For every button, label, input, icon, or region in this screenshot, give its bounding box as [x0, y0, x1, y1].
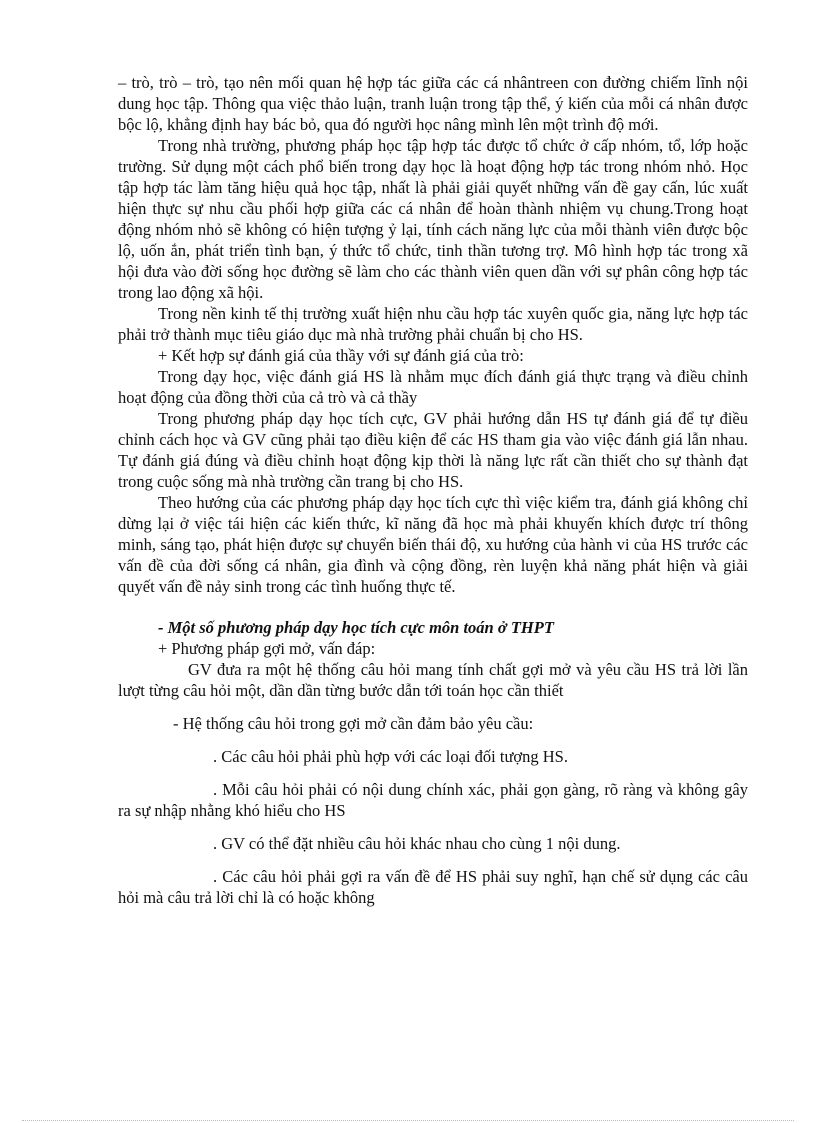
paragraph-school-cooperation: Trong nhà trường, phương pháp học tập hợp tác được tổ chức ở cấp nhóm, tổ, lớp hoặc trường. Sử dụng một cách phổ biến trong dạy học là hoạt động hợp tác trong nhóm nhỏ. Học tập hợp tác làm tăng hiệu quả học tập, nhất là phải giải quyết những vấn đề gay cấn, lúc xuất hiện thực sự nhu cầu phối hợp giữa các cá nhân để hoàn thành nhiệm vụ chung.Trong hoạt động nhóm nhỏ sẽ không có hiện tượng ỷ lại, tính cách năng lực của mỗi thành viên được bộc lộ, uốn ắn, phát triển tình bạn, ý thức tổ chức, tinh thần tương trợ. Mô hình hợp tác trong xã hội đưa vào đời sống học đường sẽ làm cho các thành viên quen dần với sự phân công hợp tác trong lao động xã hội. — [118, 136, 748, 302]
requirement-item: . Các câu hỏi phải phù hợp với các loại đối tượng HS. — [213, 747, 568, 766]
paragraph-assessment-direction: Theo hướng của các phương pháp dạy học tích cực thì việc kiểm tra, đánh giá không chỉ dừng lại ở việc tái hiện các kiến thức, kĩ năng đã học mà phải khuyến khích được trí thông minh, sáng tạo, phát hiện được sự chuyển biến thái độ, xu hướng của hành vi của HS trước các vấn đề của đời sống cá nhân, gia đình và cộng đồng, rèn luyện khả năng phát hiện và giải quyết vấn đề nảy sinh trong các tình huống thực tế. — [118, 493, 748, 596]
paragraph-self-assessment: Trong phương pháp dạy học tích cực, GV phải hướng dẫn HS tự đánh giá để tự điều chỉnh cách học và GV cũng phải tạo điều kiện để các HS tham gia vào việc đánh giá lẫn nhau. Tự đánh giá đúng và điều chỉnh hoạt động kịp thời là năng lực rất cần thiết cho sự thành đạt trong cuộc sống mà nhà trường cần trang bị cho HS. — [118, 409, 748, 491]
paragraph-market-economy: Trong nền kinh tế thị trường xuất hiện nhu cầu hợp tác xuyên quốc gia, năng lực hợp tác phải trở thành mục tiêu giáo dục mà nhà trường phải chuẩn bị cho HS. — [118, 304, 748, 344]
requirement-item: . Mỗi câu hỏi phải có nội dung chính xác, phải gọn gàng, rõ ràng và không gây ra sự nhập nhằng khó hiểu cho HS — [118, 780, 748, 820]
method-title: + Phương pháp gợi mở, vấn đáp: — [158, 639, 376, 658]
page-bottom-divider — [22, 1120, 794, 1121]
requirement-item: . GV có thể đặt nhiều câu hỏi khác nhau cho cùng 1 nội dung. — [213, 834, 621, 853]
requirement-item: . Các câu hỏi phải gợi ra vấn đề để HS phải suy nghĩ, hạn chế sử dụng các câu hỏi mà câu trả lời chỉ là có hoặc không — [118, 867, 748, 907]
paragraph-assessment-purpose: Trong dạy học, việc đánh giá HS là nhằm mục đích đánh giá thực trạng và điều chỉnh hoạt động của đồng thời của cả trò và cả thầy — [118, 367, 748, 407]
requirements-title: - Hệ thống câu hỏi trong gợi mở cần đảm bảo yêu cầu: — [173, 714, 534, 733]
paragraph-cooperation-end: – trò, trò – trò, tạo nên mối quan hệ hợp tác giữa các cá nhântreen con đường chiếm lĩnh nội dung học tập. Thông qua việc thảo luận, tranh luận trong tập thể, ý kiến của mỗi cá nhân được bộc lộ, khẳng định hay bác bỏ, qua đó người học nâng mình lên một trình độ mới. — [118, 73, 748, 134]
paragraph-assessment-title: + Kết hợp sự đánh giá của thầy với sự đánh giá của trò: — [158, 346, 524, 365]
section-heading: - Một số phương pháp dạy học tích cực môn toán ở THPT — [158, 618, 554, 637]
document-body — [118, 72, 748, 908]
method-intro: GV đưa ra một hệ thống câu hỏi mang tính chất gợi mở và yêu cầu HS trả lời lần lượt từng câu hỏi một, dần dần từng bước dẫn tới toán học cần thiết — [118, 660, 748, 700]
